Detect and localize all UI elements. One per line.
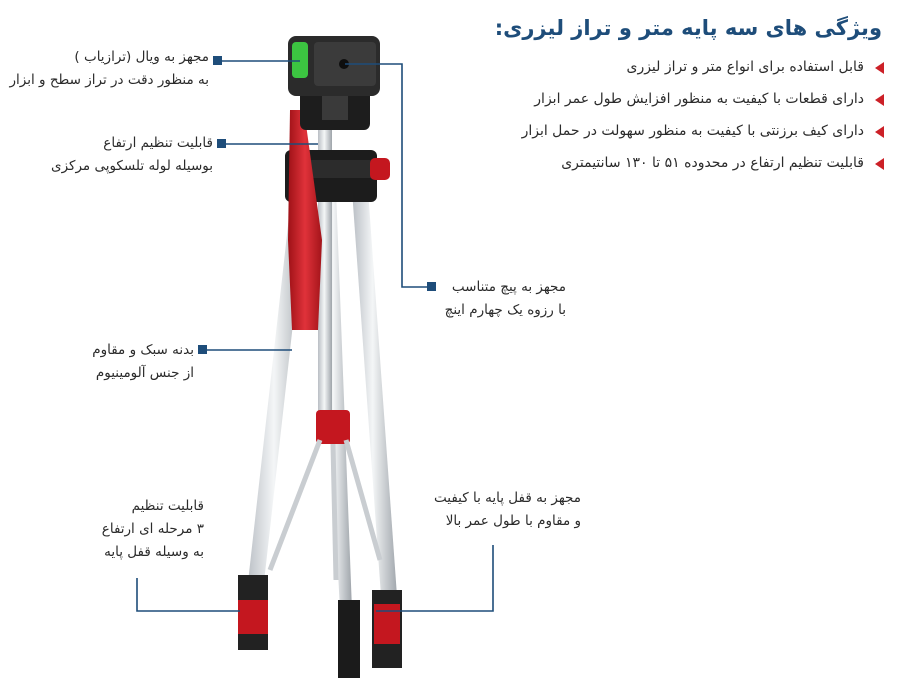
callout-line: مجهز به پیچ متناسب — [451, 279, 566, 295]
pan-handle — [288, 110, 322, 330]
callout-line: بوسیله لوله تلسکوپی مرکزی — [51, 158, 213, 174]
callout-line: قابلیت تنظیم — [131, 498, 204, 514]
callout-body — [92, 339, 194, 385]
feature-text: دارای کیف برزنتی با کیفیت به منظور سهولت در حمل ابزار — [521, 123, 864, 139]
feature-item — [464, 152, 884, 184]
bubble-vial — [292, 42, 308, 78]
callout-line: بدنه سبک و مقاوم — [92, 342, 194, 358]
callout-legs — [102, 495, 204, 564]
callout-line: مجهز به قفل پایه با کیفیت — [434, 490, 581, 506]
callout-line: با رزوه یک چهارم اینچ — [444, 302, 566, 318]
feature-list — [464, 56, 884, 184]
callout-level — [10, 46, 209, 92]
triangle-bullet-icon — [875, 62, 884, 74]
callout-screw — [445, 276, 566, 322]
callout-line: و مقاوم با طول عمر بالا — [445, 513, 581, 529]
callout-lock — [434, 487, 581, 533]
callout-line: به وسیله قفل پایه — [104, 544, 204, 560]
callout-line: به منظور دقت در تراز سطح و ابزار — [9, 72, 209, 88]
callout-line: از جنس آلومینیوم — [95, 365, 194, 381]
page-title: ویژگی های سه پایه متر و تراز لیزری: — [494, 16, 882, 40]
feature-text: دارای قطعات با کیفیت به منظور افزایش طول عمر ابزار — [534, 91, 864, 107]
feature-item — [464, 56, 884, 88]
leg-spreader — [270, 410, 380, 580]
feature-text: قابلیت تنظیم ارتفاع در محدوده ۵۱ تا ۱۳۰ سانتیمتری — [561, 155, 864, 171]
feature-item — [464, 120, 884, 152]
tripod-leg-right — [352, 190, 402, 668]
triangle-bullet-icon — [875, 94, 884, 106]
feature-item — [464, 88, 884, 120]
feature-text: قابل استفاده برای انواع متر و تراز لیزری — [626, 59, 864, 75]
callout-height — [51, 132, 213, 178]
callout-line: قابلیت تنظیم ارتفاع — [103, 135, 213, 151]
triangle-bullet-icon — [875, 126, 884, 138]
triangle-bullet-icon — [875, 158, 884, 170]
callout-line: مجهز به ویال (ترازیاب ) — [74, 49, 209, 65]
callout-line: ۳ مرحله ای ارتفاع — [101, 521, 204, 537]
